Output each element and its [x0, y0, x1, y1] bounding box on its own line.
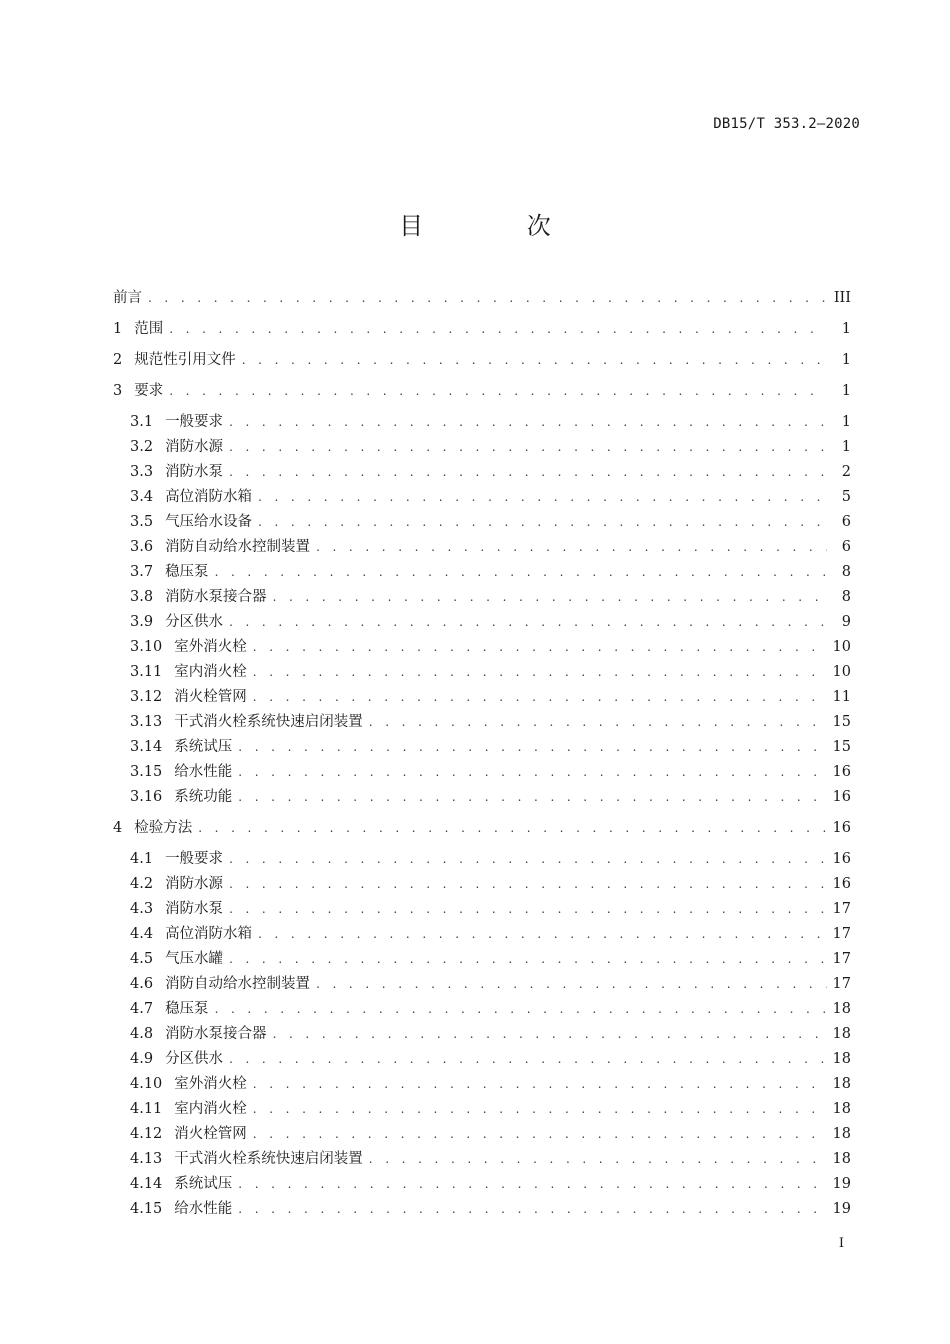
dot-leader: [258, 927, 826, 941]
toc-entry-title: 消防自动给水控制装置: [165, 976, 311, 992]
toc-entry-number: 4.15: [130, 1201, 163, 1217]
toc-entry-page: 16: [832, 764, 851, 780]
toc-entry-page: 1: [841, 321, 851, 337]
dot-leader: [229, 952, 826, 966]
toc-entry-page: 17: [832, 926, 851, 942]
toc-entry-page: 18: [832, 1151, 851, 1167]
toc-entry-page: 8: [841, 564, 851, 580]
toc-entry-page: 17: [832, 976, 851, 992]
dot-leader: [316, 540, 827, 554]
toc-entry-title: 室外消火栓: [174, 1076, 247, 1092]
toc-entry-page: 8: [841, 589, 851, 605]
toc-entry-page: 1: [841, 383, 851, 399]
toc-entry[interactable]: [113, 897, 851, 922]
toc-entry-title: 给水性能: [174, 1201, 233, 1217]
toc-entry[interactable]: [113, 410, 851, 435]
toc-entry-number: 3.11: [130, 664, 163, 680]
document-code: DB15/T 353.2—2020: [713, 116, 860, 132]
toc-entry-title: 分区供水: [165, 614, 224, 630]
toc-entry[interactable]: [113, 685, 851, 710]
toc-entry-number: 4.14: [130, 1176, 163, 1192]
page-title: 目 次: [399, 212, 599, 240]
toc-entry-number: 4.1: [130, 851, 154, 867]
toc-entry[interactable]: [113, 317, 851, 348]
toc-entry-page: 10: [832, 639, 851, 655]
toc-entry-number: 3.14: [130, 739, 163, 755]
page-number: I: [838, 1236, 844, 1251]
toc-entry-page: 5: [841, 489, 851, 505]
toc-entry-number: 3.3: [130, 464, 154, 480]
toc-entry-title: 系统试压: [174, 1176, 233, 1192]
toc-entry-title: 室内消火栓: [174, 1101, 247, 1117]
dot-leader: [253, 1127, 827, 1141]
dot-leader: [169, 322, 827, 336]
dot-leader: [253, 1077, 827, 1091]
toc-entry[interactable]: [113, 435, 851, 460]
toc-entry-page: 10: [832, 664, 851, 680]
dot-leader: [198, 821, 826, 835]
toc-entry-title: 前言: [113, 290, 142, 306]
dot-leader: [238, 740, 826, 754]
toc-entry-number: 3: [113, 383, 123, 399]
toc-entry-page: 18: [832, 1126, 851, 1142]
toc-entry-page: 6: [841, 539, 851, 555]
toc-entry-page: 18: [832, 1001, 851, 1017]
toc-entry-title: 系统试压: [174, 739, 233, 755]
toc-entry-page: 15: [832, 739, 851, 755]
toc-entry[interactable]: [113, 710, 851, 735]
toc-entry[interactable]: [113, 660, 851, 685]
dot-leader: [258, 490, 827, 504]
dot-leader: [369, 1152, 827, 1166]
toc-entry-title: 气压水罐: [165, 951, 224, 967]
toc-entry-title: 高位消防水箱: [165, 926, 253, 942]
toc-entry-title: 室内消火栓: [174, 664, 247, 680]
toc-entry-page: 18: [832, 1076, 851, 1092]
toc-entry-number: 2: [113, 352, 123, 368]
toc-entry[interactable]: [113, 635, 851, 660]
toc-entry[interactable]: [113, 585, 851, 610]
toc-entry-title: 一般要求: [165, 851, 224, 867]
dot-leader: [229, 902, 826, 916]
dot-leader: [273, 1027, 827, 1041]
toc-entry-page: 16: [832, 820, 851, 836]
toc-entry-title: 稳压泵: [165, 564, 209, 580]
toc-entry-number: 4.9: [130, 1051, 154, 1067]
toc-entry-page: 18: [832, 1051, 851, 1067]
toc-entry-title: 范围: [134, 321, 164, 337]
dot-leader: [238, 790, 826, 804]
toc-entry-title: 规范性引用文件: [134, 352, 236, 368]
dot-leader: [229, 852, 826, 866]
toc-entry-title: 消火栓管网: [174, 1126, 247, 1142]
toc-entry-title: 气压给水设备: [165, 514, 253, 530]
toc-entry-page: 19: [832, 1176, 851, 1192]
toc-entry[interactable]: [113, 735, 851, 760]
toc-entry-page: 11: [832, 689, 851, 705]
toc-entry-number: 3.8: [130, 589, 154, 605]
toc-entry[interactable]: [113, 872, 851, 897]
dot-leader: [169, 384, 827, 398]
toc-entry-page: 9: [841, 614, 851, 630]
toc-entry-page: 1: [841, 414, 851, 430]
toc-entry-page: 18: [832, 1026, 851, 1042]
toc-entry-number: 3.2: [130, 439, 154, 455]
toc-entry-number: 4.11: [130, 1101, 163, 1117]
toc-entry-number: 4.8: [130, 1026, 154, 1042]
toc-entry-title: 消防水源: [165, 876, 224, 892]
toc-entry-title: 高位消防水箱: [165, 489, 253, 505]
toc-entry-title: 消防水泵: [165, 464, 224, 480]
toc-entry-number: 3.1: [130, 414, 154, 430]
toc-entry[interactable]: [113, 1197, 851, 1222]
toc-entry-page: 1: [841, 352, 851, 368]
toc-entry[interactable]: [113, 997, 851, 1022]
dot-leader: [148, 291, 827, 305]
toc-entry-page: III: [833, 290, 851, 306]
toc-entry-page: 16: [832, 876, 851, 892]
toc-entry-page: 16: [832, 851, 851, 867]
toc-entry-title: 分区供水: [165, 1051, 224, 1067]
toc-entry[interactable]: [113, 816, 851, 847]
toc-entry[interactable]: [113, 348, 851, 379]
dot-leader: [229, 615, 827, 629]
toc-entry-page: 15: [832, 714, 851, 730]
toc-entry-title: 消防水泵接合器: [165, 589, 267, 605]
table-of-contents: [113, 286, 851, 1222]
toc-entry[interactable]: [113, 510, 851, 535]
toc-entry-title: 给水性能: [174, 764, 233, 780]
toc-entry-number: 4.4: [130, 926, 154, 942]
toc-entry-page: 17: [832, 951, 851, 967]
dot-leader: [215, 565, 827, 579]
toc-entry-title: 一般要求: [165, 414, 224, 430]
dot-leader: [229, 1052, 826, 1066]
toc-entry[interactable]: [113, 847, 851, 872]
toc-entry[interactable]: [113, 760, 851, 785]
dot-leader: [238, 1202, 826, 1216]
dot-leader: [253, 690, 827, 704]
toc-entry-number: 3.6: [130, 539, 154, 555]
toc-entry[interactable]: [113, 286, 851, 317]
dot-leader: [215, 1002, 827, 1016]
toc-entry[interactable]: [113, 379, 851, 410]
toc-entry-number: 4.13: [130, 1151, 163, 1167]
toc-entry[interactable]: [113, 1122, 851, 1147]
dot-leader: [229, 877, 826, 891]
toc-entry-number: 3.12: [130, 689, 163, 705]
dot-leader: [229, 440, 827, 454]
toc-entry-title: 检验方法: [134, 820, 193, 836]
toc-entry-title: 消防水泵接合器: [165, 1026, 267, 1042]
toc-entry-title: 消防水泵: [165, 901, 224, 917]
toc-entry[interactable]: [113, 485, 851, 510]
toc-entry[interactable]: [113, 972, 851, 997]
toc-entry-page: 17: [832, 901, 851, 917]
toc-entry[interactable]: [113, 460, 851, 485]
toc-entry-number: 3.13: [130, 714, 163, 730]
toc-entry-number: 1: [113, 321, 123, 337]
dot-leader: [242, 353, 827, 367]
toc-entry-number: 3.15: [130, 764, 163, 780]
toc-entry-number: 3.4: [130, 489, 154, 505]
dot-leader: [316, 977, 826, 991]
toc-entry-number: 4.3: [130, 901, 154, 917]
dot-leader: [258, 515, 827, 529]
dot-leader: [238, 765, 826, 779]
dot-leader: [253, 640, 827, 654]
toc-entry[interactable]: [113, 610, 851, 635]
toc-entry[interactable]: [113, 922, 851, 947]
toc-entry[interactable]: [113, 1047, 851, 1072]
dot-leader: [253, 1102, 827, 1116]
toc-entry-title: 室外消火栓: [174, 639, 247, 655]
toc-entry-number: 3.7: [130, 564, 154, 580]
toc-entry-number: 3.10: [130, 639, 163, 655]
toc-entry-title: 消火栓管网: [174, 689, 247, 705]
toc-entry[interactable]: [113, 560, 851, 585]
toc-entry-page: 2: [841, 464, 851, 480]
dot-leader: [229, 415, 827, 429]
toc-entry-page: 19: [832, 1201, 851, 1217]
toc-entry[interactable]: [113, 1147, 851, 1172]
toc-entry[interactable]: [113, 785, 851, 810]
toc-entry-number: 3.16: [130, 789, 163, 805]
toc-entry[interactable]: [113, 947, 851, 972]
toc-entry-number: 4.12: [130, 1126, 163, 1142]
toc-entry-page: 1: [841, 439, 851, 455]
toc-entry-number: 4.10: [130, 1076, 163, 1092]
toc-entry-title: 消防自动给水控制装置: [165, 539, 311, 555]
dot-leader: [238, 1177, 826, 1191]
toc-entry[interactable]: [113, 535, 851, 560]
toc-entry-title: 要求: [134, 383, 164, 399]
toc-entry-title: 消防水源: [165, 439, 224, 455]
toc-entry-page: 18: [832, 1101, 851, 1117]
toc-entry-title: 系统功能: [174, 789, 233, 805]
toc-entry-number: 4.2: [130, 876, 154, 892]
toc-entry[interactable]: [113, 1022, 851, 1047]
toc-entry-title: 干式消火栓系统快速启闭装置: [174, 1151, 363, 1167]
toc-entry-title: 干式消火栓系统快速启闭装置: [174, 714, 363, 730]
toc-entry-number: 3.9: [130, 614, 154, 630]
toc-entry[interactable]: [113, 1172, 851, 1197]
toc-entry[interactable]: [113, 1072, 851, 1097]
toc-entry-number: 4.6: [130, 976, 154, 992]
toc-entry-page: 6: [841, 514, 851, 530]
toc-entry-page: 16: [832, 789, 851, 805]
toc-entry-number: 3.5: [130, 514, 154, 530]
dot-leader: [273, 590, 827, 604]
dot-leader: [369, 715, 827, 729]
toc-entry-title: 稳压泵: [165, 1001, 209, 1017]
toc-entry[interactable]: [113, 1097, 851, 1122]
toc-entry-number: 4: [113, 820, 123, 836]
dot-leader: [229, 465, 827, 479]
toc-entry-number: 4.5: [130, 951, 154, 967]
toc-entry-number: 4.7: [130, 1001, 154, 1017]
dot-leader: [253, 665, 827, 679]
